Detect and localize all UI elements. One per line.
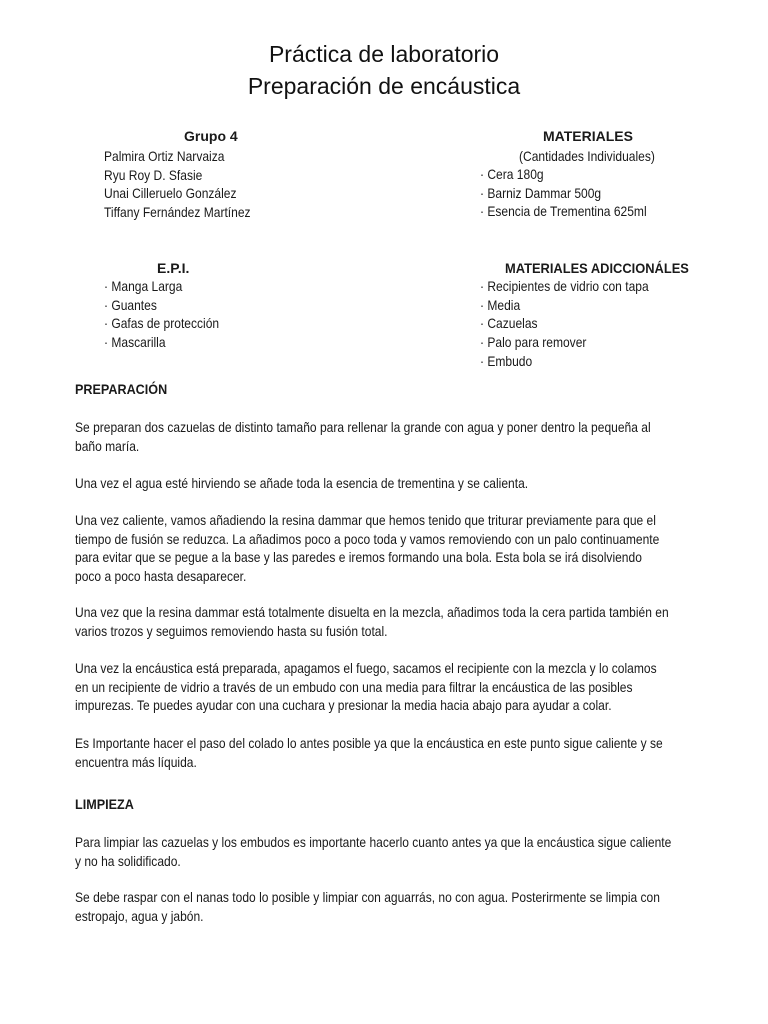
paragraph-line: y no ha solidificado. [75, 852, 181, 869]
limpieza-paragraph [75, 888, 687, 925]
preparacion-paragraph [75, 603, 687, 640]
epi-item: · Manga Larga [104, 278, 183, 294]
paragraph-line: Una vez el agua esté hirviendo se añade toda la esencia de trementina y se calienta. [75, 475, 529, 491]
paragraph-line: tiempo de fusión se reduzca. La añadimos poco a poco toda y vamos removiendo con un palo continuamente [75, 530, 660, 547]
epi-item: · Gafas de protección [104, 315, 220, 332]
document-title-line-2: Preparación de encáustica [247, 73, 521, 99]
materiales-adicionales-item: · Cazuelas [480, 315, 538, 332]
materiales-heading: MATERIALES [543, 128, 633, 144]
preparacion-paragraph [75, 474, 687, 493]
paragraph-line: impurezas. Te puedes ayudar con una cuchara y presionar la media hacia abajo para ayudar a colar. [75, 697, 612, 714]
paragraph-line: Una vez que la resina dammar está totalmente disuelta en la mezcla, añadimos toda la cera partida también en [75, 604, 669, 620]
materiales-item: · Cera 180g [480, 166, 544, 182]
materiales-adicionales-heading: MATERIALES ADICCIONÁLES [505, 260, 689, 276]
grupo-member: Palmira Ortiz Narvaiza [104, 148, 225, 164]
paragraph-line: Una vez caliente, vamos añadiendo la resina dammar que hemos tenido que triturar previamente para que el [75, 512, 656, 528]
epi-item: · Guantes [104, 296, 157, 313]
grupo-heading: Grupo 4 [184, 128, 238, 144]
materiales-adicionales-list [480, 277, 676, 371]
paragraph-line: estropajo, agua y jabón. [75, 907, 204, 924]
preparacion-paragraph [75, 418, 687, 455]
paragraph-line: Para limpiar las cazuelas y los embudos es importante hacerlo cuanto antes ya que la encáustica sigue caliente [75, 834, 672, 850]
paragraph-line: varios trozos y seguimos removiendo hasta su fusión total. [75, 622, 388, 639]
grupo-member: Unai Cilleruelo González [104, 185, 237, 202]
paragraph-line: Se debe raspar con el nanas todo lo posible y limpiar con aguarrás, no con agua. Posterirmente se limpia con [75, 889, 660, 905]
paragraph-line: en un recipiente de vidrio a través de un embudo con una media para filtrar la encáustica de las posibles [75, 678, 633, 695]
paragraph-line: encuentra más líquida. [75, 753, 197, 770]
preparacion-heading: PREPARACIÓN [75, 381, 168, 397]
epi-list [104, 277, 238, 352]
limpieza-paragraph [75, 833, 687, 870]
materiales-item: · Esencia de Trementina 625ml [480, 203, 647, 220]
limpieza-heading: LIMPIEZA [75, 796, 134, 812]
materiales-subheading: (Cantidades Individuales) [519, 148, 655, 164]
grupo-members-list [104, 147, 274, 222]
grupo-member: Tiffany Fernández Martínez [104, 204, 251, 221]
materiales-list [480, 165, 674, 221]
grupo-member: Ryu Roy D. Sfasie [104, 166, 203, 183]
materiales-item: · Barniz Dammar 500g [480, 184, 602, 201]
epi-heading: E.P.I. [157, 260, 190, 276]
preparacion-paragraph [75, 511, 687, 586]
document-title-line-1: Práctica de laboratorio [268, 41, 500, 67]
paragraph-line: Es Importante hacer el paso del colado lo antes posible ya que la encáustica en este punto sigue caliente y se [75, 735, 663, 751]
materiales-adicionales-item: · Media [480, 296, 521, 313]
materiales-adicionales-item: · Recipientes de vidrio con tapa [480, 278, 649, 294]
paragraph-line: poco a poco hasta desaparecer. [75, 568, 247, 585]
preparacion-paragraph [75, 734, 687, 771]
paragraph-line: Una vez la encáustica está preparada, apagamos el fuego, sacamos el recipiente con la mezcla y lo colamos [75, 660, 657, 676]
paragraph-line: Se preparan dos cazuelas de distinto tamaño para rellenar la grande con agua y poner dentro la pequeña al [75, 419, 651, 435]
epi-item: · Mascarilla [104, 334, 166, 351]
paragraph-line: para evitar que se pegue a la base y las paredes e iremos formando una bola. Esta bola se irá disolviendo [75, 549, 642, 566]
preparacion-paragraph [75, 659, 687, 715]
materiales-adicionales-item: · Palo para remover [480, 334, 587, 351]
paragraph-line: baño maría. [75, 437, 140, 454]
materiales-adicionales-item: · Embudo [480, 352, 533, 369]
